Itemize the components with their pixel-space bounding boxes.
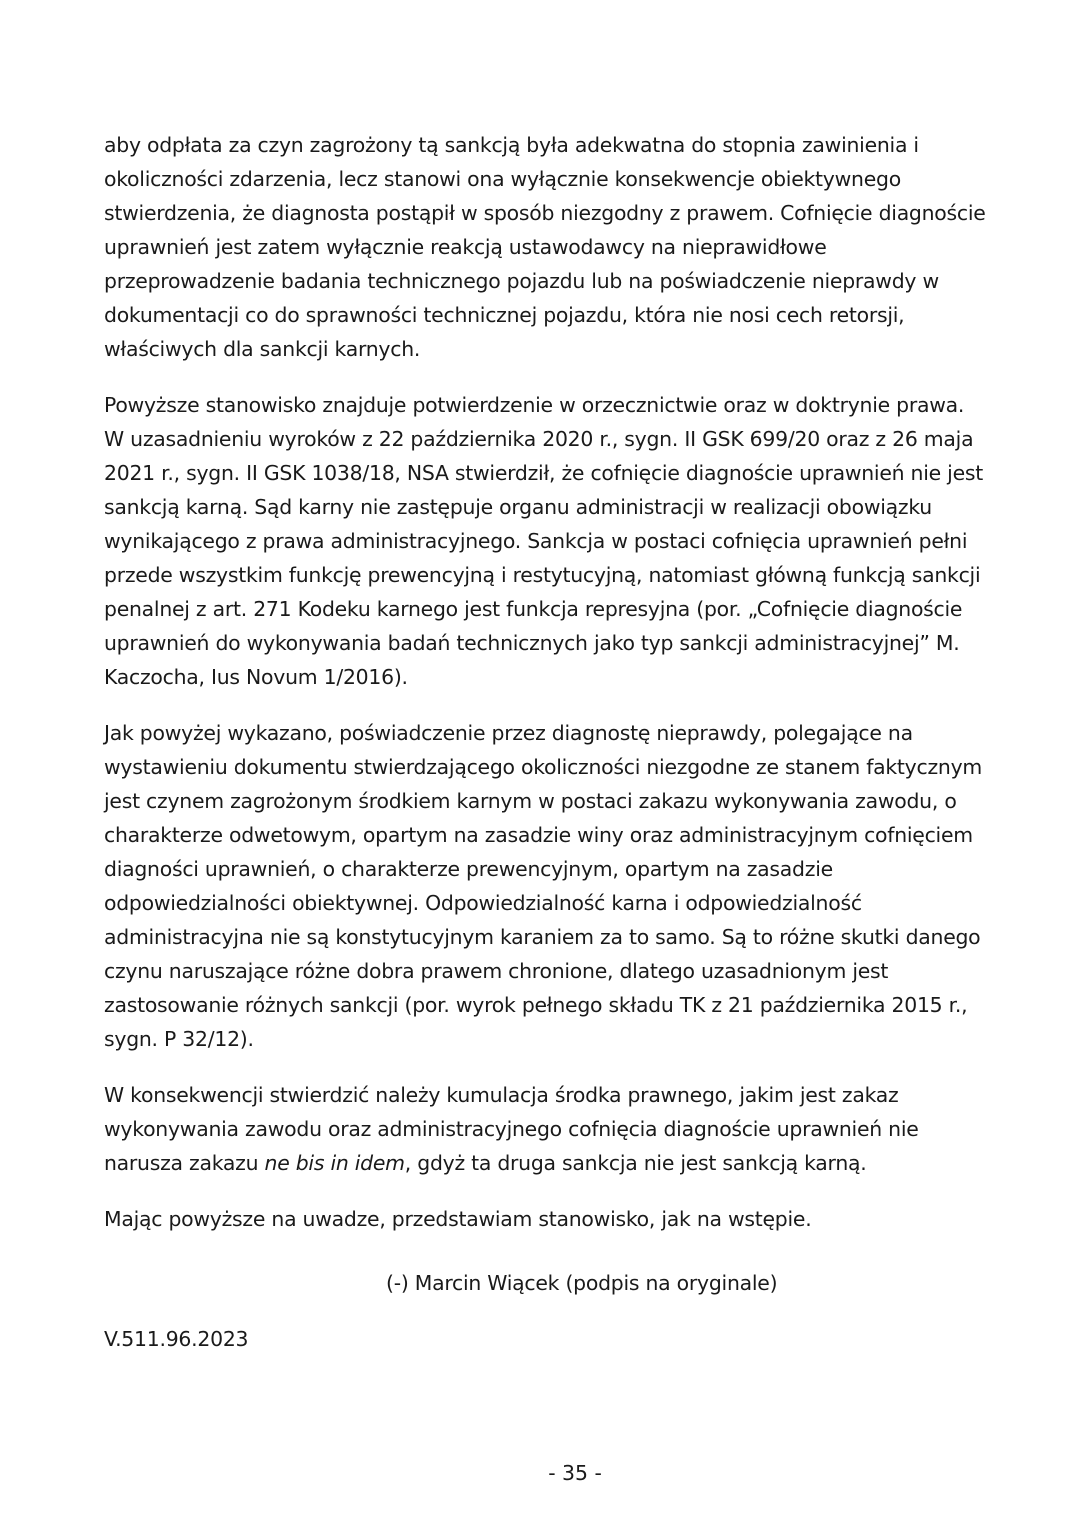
latin-phrase: ne bis in idem <box>264 1151 405 1175</box>
paragraph-5: Mając powyższe na uwadze, przedstawiam stanowisko, jak na wstępie. <box>104 1207 812 1231</box>
paragraph-4 <box>104 1078 988 1180</box>
paragraph-4-after: , gdyż ta druga sankcja nie jest sankcją karną. <box>404 1151 867 1175</box>
paragraph-1: aby odpłata za czyn zagrożony tą sankcją była adekwatna do stopnia zawinienia i okoliczności zdarzenia, lecz stanowi ona wyłącznie konsekwencje obiektywnego stwierdzenia, że diagnosta postąpił w sposób niezgodny z prawem. Cofnięcie diagnoście uprawnień jest zatem wyłącznie reakcją ustawodawcy na nieprawidłowe przeprowadzenie badania technicznego pojazdu lub na poświadczenie nieprawdy w dokumentacji co do sprawności technicznej pojazdu, która nie nosi cech retorsji, właściwych dla sankcji karnych. <box>104 133 986 361</box>
paragraph-2: Powyższe stanowisko znajduje potwierdzenie w orzecznictwie oraz w doktrynie prawa. W uzasadnieniu wyroków z 22 października 2020 r., sygn. II GSK 699/20 oraz z 26 maja 2021 r., sygn. II GSK 1038/18, NSA stwierdził, że cofnięcie diagnoście uprawnień nie jest sankcją karną. Sąd karny nie zastępuje organu administracji w realizacji obowiązku wynikającego z prawa administracyjnego. Sankcja w postaci cofnięcia uprawnień pełni przede wszystkim funkcję prewencyjną i restytucyjną, natomiast główną funkcją sankcji penalnej z art. 271 Kodeku karnego jest funkcja represyjna (por. „Cofnięcie diagnoście uprawnień do wykonywania badań technicznych jako typ sankcji administracyjnej” M. Kaczocha, Ius Novum 1/2016). <box>104 393 983 689</box>
document-body <box>104 128 988 1258</box>
paragraph-4-before: W konsekwencji stwierdzić należy kumulacja środka prawnego, jakim jest zakaz wykonywania zawodu oraz administracyjnego cofnięcia diagnoście uprawnień nie narusza zakazu <box>104 1083 919 1175</box>
page-number: - 35 - <box>548 1461 602 1485</box>
signature-line: (-) Marcin Wiącek (podpis na oryginale) <box>386 1271 778 1295</box>
paragraph-3: Jak powyżej wykazano, poświadczenie przez diagnostę nieprawdy, polegające na wystawieniu dokumentu stwierdzającego okoliczności niezgodne ze stanem faktycznym jest czynem zagrożonym środkiem karnym w postaci zakazu wykonywania zawodu, o charakterze odwetowym, opartym na zasadzie winy oraz administracyjnym cofnięciem diagności uprawnień, o charakterze prewencyjnym, opartym na zasadzie odpowiedzialności obiektywnej. Odpowiedzialność karna i odpowiedzialność administracyjna nie są konstytucyjnym karaniem za to samo. Są to różne skutki danego czynu naruszające różne dobra prawem chronione, dlatego uzasadnionym jest zastosowanie różnych sankcji (por. wyrok pełnego składu TK z 21 października 2015 r., sygn. P 32/12). <box>104 721 983 1051</box>
reference-number: V.511.96.2023 <box>104 1327 249 1351</box>
